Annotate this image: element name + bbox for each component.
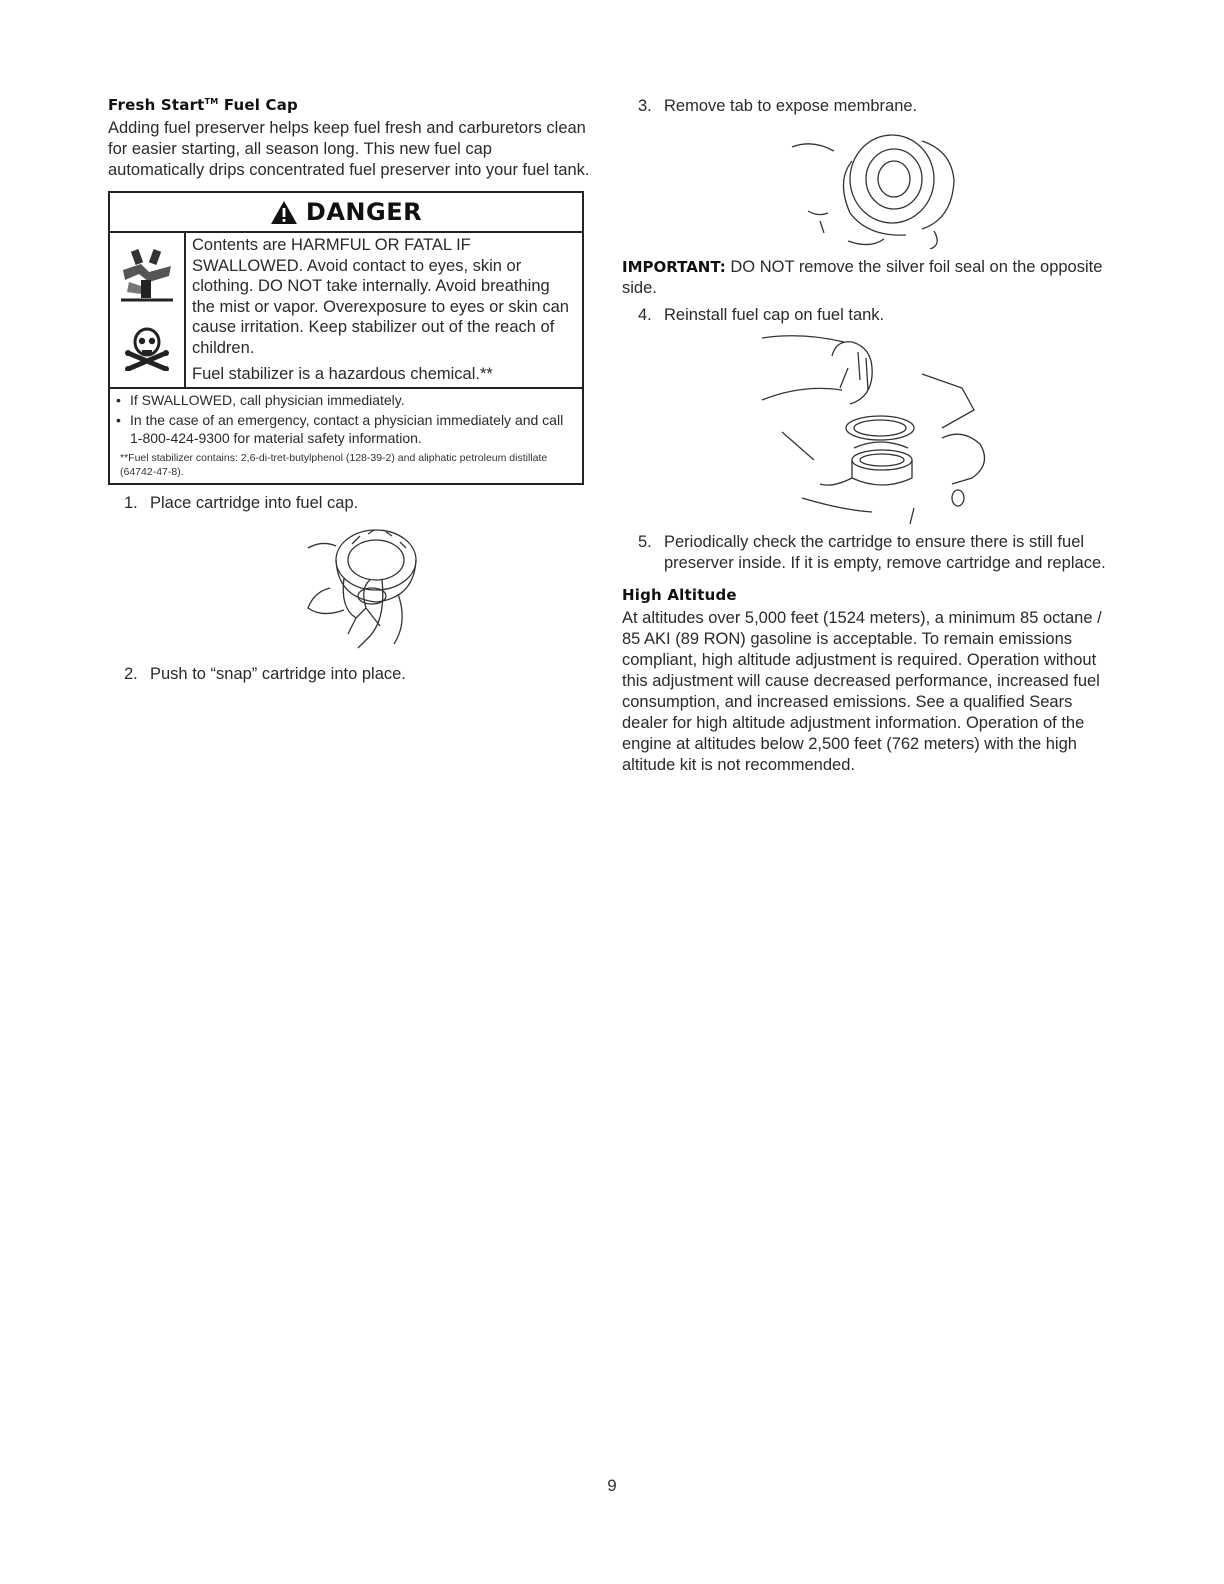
danger-chemical-text: Fuel stabilizer is a hazardous chemical.**: [192, 365, 493, 383]
danger-title: DANGER: [305, 198, 423, 226]
list-item: • If SWALLOWED, call physician immediately.: [116, 391, 405, 408]
step-2: 2. Push to “snap” cartridge into place.: [124, 664, 406, 683]
step-4: 4. Reinstall fuel cap on fuel tank.: [638, 306, 885, 324]
warning-triangle-icon: [270, 200, 298, 225]
skull-crossbones-icon: [122, 325, 172, 371]
reinstall-cap-illustration: [622, 328, 1108, 528]
right-column: [622, 96, 1108, 776]
fresh-start-intro: Adding fuel preserver helps keep fuel fresh and carburetors clean for easier starting, all season long. This new fuel cap automatically drips concentrated fuel preserver into your fuel tank.: [108, 119, 590, 179]
danger-header: [110, 193, 582, 233]
list-item: • In the case of an emergency, contact a physician immediately and call 1-800-424-9300 for material safety information.: [116, 411, 576, 447]
page-number: 9: [607, 1476, 617, 1495]
corrosive-hazard-icon: [119, 248, 175, 302]
high-altitude-text: At altitudes over 5,000 feet (1524 meters), a minimum 85 octane / 85 AKI (89 RON) gasoline is acceptable. To remain emissions compliant, high altitude adjustment is required. Operation without this adjustment will cause decreased performance, increased fuel consumption, and increased emissions. See a qualified Sears dealer for high altitude adjustment information. Operation of the engine at altitudes below 2,500 feet (762 meters) with the high altitude kit is not recommended.: [622, 609, 1102, 774]
step-3: 3. Remove tab to expose membrane.: [638, 97, 918, 115]
left-column: [108, 96, 592, 685]
high-altitude-heading: High Altitude: [622, 586, 737, 604]
cartridge-insert-illustration: [108, 518, 592, 658]
fresh-start-heading: Fresh Start™ Fuel Cap: [108, 96, 298, 114]
remove-tab-illustration: [622, 121, 1108, 249]
danger-text-block: [186, 233, 582, 387]
danger-icons: [110, 233, 186, 387]
step-1: 1. Place cartridge into fuel cap.: [124, 493, 359, 512]
important-note: IMPORTANT: DO NOT remove the silver foil seal on the opposite side.: [622, 258, 1103, 297]
danger-bullet-text: In the case of an emergency, contact a physician immediately and call 1-800-424-9300 for material safety information.: [130, 411, 564, 446]
danger-box: [108, 191, 584, 485]
step-5: 5. Periodically check the cartridge to ensure there is still fuel preserver inside. If it is empty, remove cartridge and replace.: [638, 533, 1106, 572]
danger-bullets: [110, 389, 582, 447]
danger-warning-text: Contents are HARMFUL OR FATAL IF SWALLOWED. Avoid contact to eyes, skin or clothing. DO NOT take internally. Avoid breathing the mist or vapor. Overexposure to eyes or skin can cause irritation. Keep stabilizer out of the reach of children.: [192, 236, 569, 357]
danger-content: [110, 233, 582, 389]
danger-footnote: **Fuel stabilizer contains: 2,6-di-tret-butylphenol (128-39-2) and aliphatic petroleum distillate (64742-47-8).: [120, 451, 548, 478]
danger-bullet-text: If SWALLOWED, call physician immediately.: [130, 391, 405, 408]
important-label: IMPORTANT:: [622, 258, 726, 276]
